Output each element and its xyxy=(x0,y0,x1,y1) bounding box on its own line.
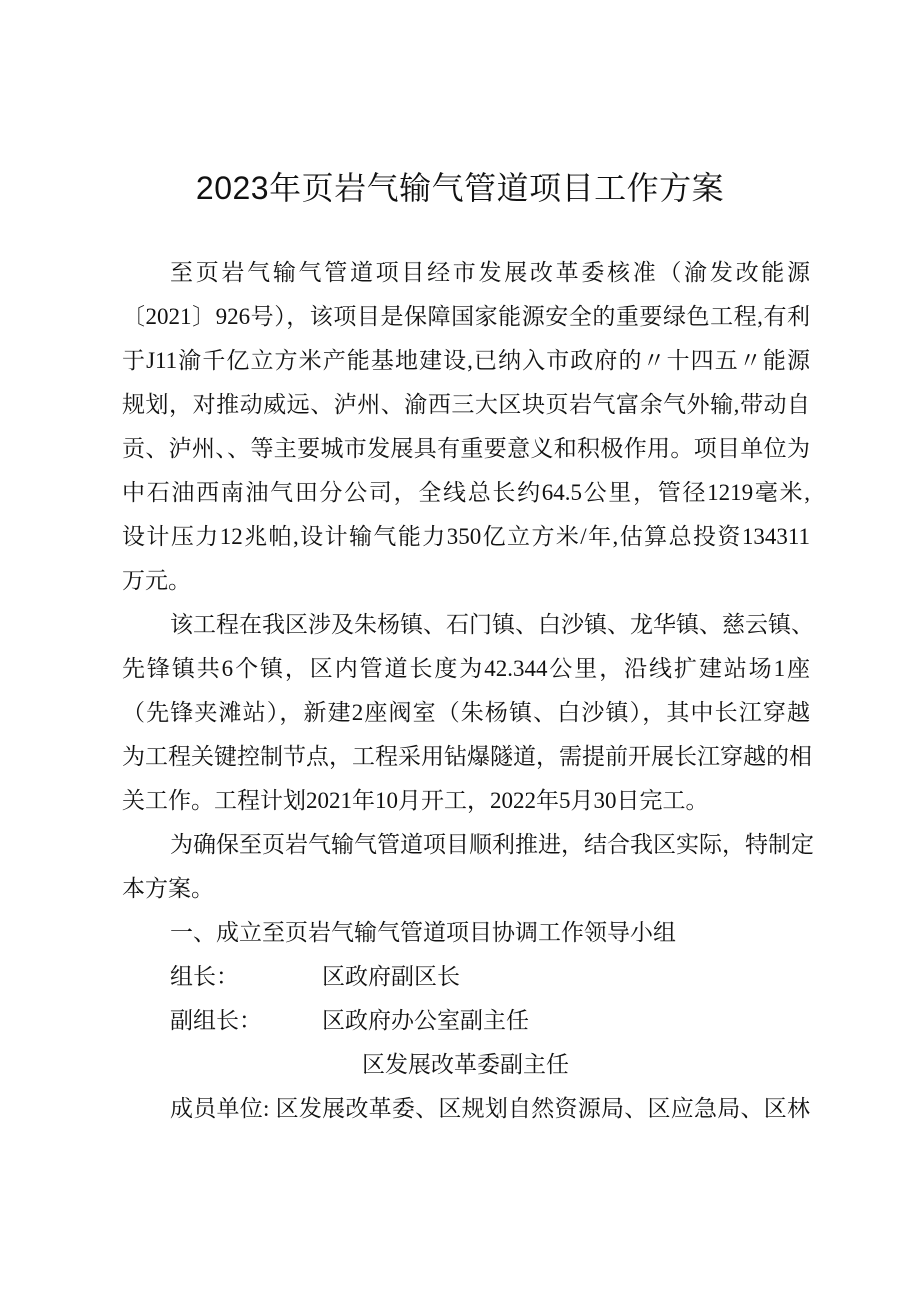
members-row xyxy=(122,1087,810,1131)
paragraph-line: 关工作。工程计划2021年10月开工，2022年5月30日完工。 xyxy=(122,788,709,813)
paragraph-line: （先锋夹滩站），新建2座阀室（朱杨镇、白沙镇），其中长江穿越 xyxy=(122,700,810,725)
project-overview-paragraph xyxy=(122,251,810,603)
document-body xyxy=(122,251,814,1131)
deputy-row-continued xyxy=(122,1043,810,1087)
deputy-value: 区政府办公室副主任 xyxy=(322,1008,529,1033)
deputy-row xyxy=(122,999,810,1043)
paragraph-line: 为确保至页岩气输气管道项目顺利推进，结合我区实际，特制定 xyxy=(170,832,814,857)
paragraph-line: 至页岩气输气管道项目经市发展改革委核准（渝发改能源 xyxy=(170,260,810,285)
members-label: 成员单位: xyxy=(170,1096,270,1121)
paragraph-line: 该工程在我区涉及朱杨镇、石门镇、白沙镇、龙华镇、慈云镇、 xyxy=(170,612,814,637)
paragraph-line: 于J11渝千亿立方米产能基地建设,已纳入市政府的〃十四五〃能源 xyxy=(122,348,810,373)
purpose-paragraph xyxy=(122,823,814,911)
paragraph-line: 本方案。 xyxy=(122,876,214,901)
members-value: 区发展改革委、区规划自然资源局、区应急局、区林 xyxy=(275,1096,811,1121)
paragraph-line: 规划，对推动威远、泸州、渝西三大区块页岩气富余气外输,带动自 xyxy=(122,392,810,417)
deputy-label: 副组长： xyxy=(170,1008,262,1033)
document-title: 2023年页岩气输气管道项目工作方案 xyxy=(195,170,725,206)
paragraph-line: 万元。 xyxy=(122,568,191,593)
paragraph-line: 为工程关键控制节点，工程采用钻爆隧道，需提前开展长江穿越的相 xyxy=(122,744,812,769)
section-heading: 一、成立至页岩气输气管道项目协调工作领导小组 xyxy=(170,920,676,945)
paragraph-line: 中石油西南油气田分公司，全线总长约64.5公里，管径1219毫米, xyxy=(122,480,811,505)
paragraph-line: 先锋镇共6个镇，区内管道长度为42.344公里，沿线扩建站场1座 xyxy=(122,656,810,681)
paragraph-line: 〔2021〕926号），该项目是保障国家能源安全的重要绿色工程,有利 xyxy=(122,304,810,329)
paragraph-line: 贡、泸州、、等主要城市发展具有重要意义和积极作用。项目单位为 xyxy=(122,436,810,461)
paragraph-line: 设计压力12兆帕,设计输气能力350亿立方米/年,估算总投资134311 xyxy=(122,524,810,549)
leader-row xyxy=(122,955,810,999)
deputy-value: 区发展改革委副主任 xyxy=(362,1052,569,1077)
leader-value: 区政府副区长 xyxy=(322,964,460,989)
leader-label: 组长： xyxy=(170,964,239,989)
local-scope-paragraph xyxy=(122,603,814,823)
